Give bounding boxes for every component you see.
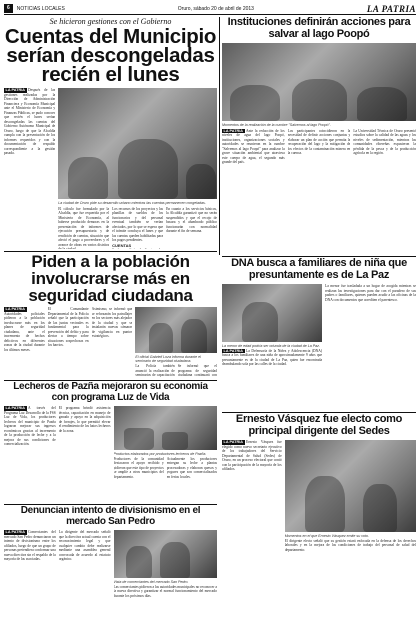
lecheros-body-4: Actualmente los productores entregan su leche a plantas procesadoras y elaboran quesos y yogures que son comercializados en ferias locales. <box>166 456 217 479</box>
mercado-headline: Denuncian intento de divisionismo en el mercado San Pedro <box>20 506 201 527</box>
lecheros-col-1 <box>4 406 56 479</box>
sedes-headline: Ernesto Vásquez fue electo como principal dirigente del Sedes <box>235 414 403 437</box>
police-photo <box>135 307 217 353</box>
poopo-body-2: Los participantes coincidieron en la necesidad de definir acciones conjuntas y elaborar un plan de acción que permita la recuperación del lago y la mitigación de los efectos de la contaminación minera en la cuenca. <box>287 128 351 156</box>
dna-photo-caption: La menor de edad podría ser oriunda de la ciudad de La Paz. <box>222 343 320 348</box>
lead-body-3b <box>112 248 163 249</box>
lead-body-1: Después de las gestiones realizadas por la Dirección de Administración Financiera y Economía Municipal ante el Ministerio de Economía y Finanzas Públicas, se pudo conocer que recién el lunes serían descongeladas las cuentas del Gobierno Autónomo Municipal de Oruro, luego de que la Alcaldía cumpla con la presentación de los informes requeridos y con la documentación de respaldo correspondiente a la gestión pasada. <box>4 88 56 156</box>
lead-col-3 <box>112 207 163 249</box>
mercado-body-2: La dirigente del mercado señaló que la directiva actual cuenta con el reconocimiento legal y que cualquier cambio debe realizarse mediante una asamblea general convocada de acuerdo al estatuto orgánico. <box>58 530 111 561</box>
lead-body-3: Los recursos de los proyectos y las planillas de sueldos de los funcionarios y del personal eventual también se verían afectados, por lo que se espera que el trámite concluya el lunes y que las cuentas queden habilitadas para los pagos pendientes. <box>112 206 164 243</box>
dna-body-1: La Defensoría de la Niñez y Adolescencia (DNA) busca a los familiares de una niña de aproximadamente 9 años que presuntamente es de la ciudad de La Paz, quien fue encontrada deambulando sola por las calles de la ciudad. <box>222 348 323 367</box>
section-rule <box>4 380 217 381</box>
police-headline: Piden a la población involucrarse más en seguridad ciudadana <box>28 253 193 305</box>
police-photo-caption: El oficial Gabrieli Loza informa durante el seminario de seguridad ciudadana. <box>135 354 201 363</box>
police-body-3: Asimismo, se informó que se reforzarán los patrullajes en los sectores más alejados de la ciudad y que se instalarán nuevas cámaras de vigilancia en puntos estratégicos. <box>91 307 133 338</box>
sedes-photo <box>285 440 416 532</box>
sedes-col-1 <box>222 440 282 552</box>
mercado-photo-caption: Vista de comerciantes del mercado San Pedro. <box>113 579 189 584</box>
poopo-photo-caption: Momentos de la realización de la cumbre "Salvemos al lago Poopó". <box>222 122 331 127</box>
page-date: Oruro, sábado 20 de abril de 2013 <box>177 5 254 12</box>
lecheros-body-3: Productores de la comunidad destacaron el apoyo recibido y pidieron que este tipo de proyectos se amplíe a otros municipios del departamento. <box>113 456 164 479</box>
mercado-source-tag: LA PATRIA <box>5 530 26 534</box>
dna-article <box>222 258 416 410</box>
lecheros-body-2: El programa brindó asistencia técnica, capacitación en manejo de ganado y apoyo en la adquisición de forrajes, lo que permitió elevar el rendimiento de los hatos lecheros de la zona. <box>58 406 111 433</box>
lecheros-body-1: A través del Programa Luz Desarrollo de la FSS Luz de Vida, los productores lecheros del municipio de Pazña lograron mejorar sus ingresos económicos gracias al incremento de la producción de leche y a la mejora de sus condiciones de comercialización. <box>4 406 56 447</box>
lead-body-4: En cuanto a los servicios básicos, la Alcaldía garantizó que no serán suspendidos y que el recojo de basura y el alumbrado público funcionarán con normalidad durante el fin de semana. <box>166 206 217 234</box>
poopo-source-tag: LA PATRIA <box>223 128 244 133</box>
dna-col-1 <box>222 349 322 367</box>
poopo-article <box>222 17 416 255</box>
poopo-photo <box>222 43 416 121</box>
mercado-body-3: Las comerciantes pidieron a las autoridades municipales no reconocer a la nueva directiva y garantizar el normal funcionamiento del mercado durante los próximos días. <box>113 584 217 598</box>
section-rule <box>222 412 416 413</box>
mercado-body-1: Comerciantes del mercado San Pedro denunciaron un intento de divisionismo entre los afiliados, luego de que un grupo de personas pretendiera conformar una nueva directiva sin el respaldo de la mayoría de las asociadas. <box>4 530 56 562</box>
lecheros-photo-caption: Productos elaborados por productores lecheros de Pazña. <box>113 451 207 456</box>
police-body-4: La Policía también anunció la realización de seminarios de capacitación <box>135 364 175 378</box>
sedes-body-2: El dirigente electo señaló que su gestión estará enfocada en la defensa de los derechos laborales y en la mejora de las condiciones de trabajo del personal de salud del departamento. <box>284 538 416 552</box>
masthead: LA PATRIA <box>366 3 416 14</box>
section-name: NOTICIAS LOCALES <box>16 5 65 12</box>
lead-body-2: El cálculo fue formulado por la Alcaldía, que fue requerida por el Ministerio de Economía, al haberse producido demoras en la presentación de informes de ejecución presupuestaria y de rendición de cuentas, situación que afectó el pago a proveedores y el avance de obras en varios distritos <box>58 206 110 247</box>
police-col-1 <box>4 307 45 378</box>
sedes-photo-caption: Momentos en el que Ernesto Vásquez emite su voto. <box>284 533 369 538</box>
sedes-source-tag: LA PATRIA <box>223 440 244 444</box>
police-body-2: El Comandante Departamental de la Policía señaló que la participación de las juntas vecinales es fundamental para la prevención del delito y para alertar a tiempo sobre situaciones sospechosas en los barrios. <box>47 307 89 347</box>
poopo-headline: Instituciones definirán acciones para salvar al lago Poopó <box>227 17 411 40</box>
lead-kicker: Se hicieron gestiones con el Gobierno <box>49 17 172 26</box>
page-number: 6 <box>4 4 13 13</box>
dna-source-tag: LA PATRIA <box>223 348 244 353</box>
page-strip <box>4 3 416 15</box>
mercado-photo <box>114 530 218 578</box>
sedes-article <box>222 414 416 626</box>
dna-headline: DNA busca a familiares de niña que presuntamente es de La Paz <box>231 258 407 281</box>
lecheros-photo <box>114 406 218 450</box>
column-rule <box>219 17 220 255</box>
lecheros-article <box>4 382 217 502</box>
lead-source-tag: LA PATRIA <box>5 88 26 92</box>
lead-col-1 <box>4 88 55 249</box>
police-source-tag: LA PATRIA <box>5 307 26 311</box>
lecheros-headline: Lecheros de Pazña mejoraron su economía con programa Luz de Vida <box>13 382 208 403</box>
mercado-article <box>4 506 217 626</box>
section-rule <box>222 256 416 257</box>
mercado-col-1 <box>4 530 56 598</box>
section-rule <box>4 504 217 505</box>
police-article <box>4 253 217 378</box>
poopo-body-3: La Universidad Técnica de Oruro presentó estudios sobre la calidad de las aguas y los niveles de sedimentación, mientras las comunidades ribereñas expusieron la pérdida de la pesca y de la producción agrícola en la región. <box>353 128 416 156</box>
police-body-5: Se informó que el programa de seguridad ciudadana continuará con <box>177 364 217 378</box>
lead-article <box>4 17 217 249</box>
lead-headline: Cuentas del Municipio serían descongeladas recién el lunes <box>4 25 217 86</box>
sedes-body-1: Ernesto Vásquez fue elegido como nuevo secretario ejecutivo de los trabajadores del Servicio Departamental de Salud (Sedes) de Oruro, en un proceso electoral que contó con la participación de la mayoría de los afiliados. <box>222 440 282 472</box>
poopo-body-1: Ante la reducción de los niveles de agua del lago Poopó, instituciones, organizaciones sociales y autoridades se reunieron en la cumbre "Salvemos al lago Poopó" para analizar la grave situación ambiental que atraviesa este cuerpo de agua, el segundo más grande del país. <box>222 128 285 165</box>
dna-body-2: La menor fue trasladada a un hogar de acogida mientras se realizan las investigaciones para dar con el paradero de sus padres o familiares, quienes pueden acudir a las oficinas de la DNA con documentos que acrediten el parentesco. <box>325 284 416 302</box>
lead-photo-caption: La ciudad de Oruro pide su desarrollo urbano mientras las cuentas permanecen congeladas. <box>58 200 206 205</box>
police-body-1: Autoridades policiales pidieron a la población involucrarse más en los planes de seguridad ciudadana, ante el incremento de hechos delictivos en diferentes zonas de la ciudad durante los últimos meses. <box>4 311 45 352</box>
lead-photo <box>58 88 217 199</box>
dna-photo <box>222 284 322 342</box>
lecheros-source-tag: LA PATRIA <box>5 406 26 410</box>
lead-subhead: CUENTAS <box>112 242 132 248</box>
poopo-col-1 <box>222 129 285 165</box>
section-rule <box>4 251 217 252</box>
